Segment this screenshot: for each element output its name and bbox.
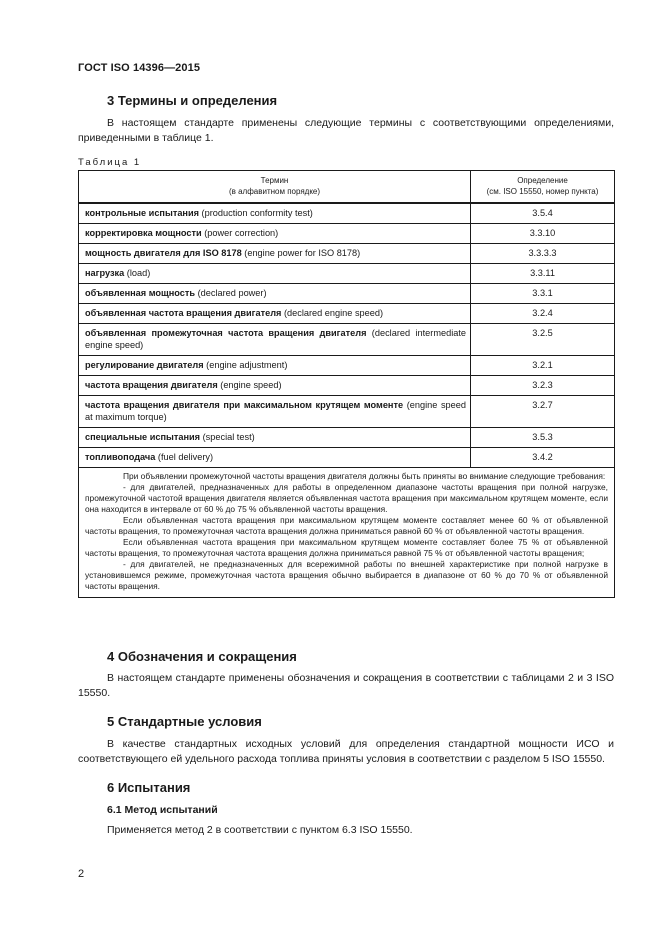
definition-cell: 3.2.4 [471,304,615,324]
term-cell [79,264,471,284]
section-6-1-paragraph: Применяется метод 2 в соответствии с пунктом 6.3 ISO 15550. [107,824,413,836]
term-english: (production conformity test) [199,208,313,218]
term-name: специальные испытания [85,432,201,442]
document-code: ГОСТ ISO 14396—2015 [78,62,201,74]
term-name: объявленная мощность [85,288,196,298]
header-term-line2: (в алфавитном порядке) [228,187,321,196]
term-cell [79,284,471,304]
table-row [79,356,615,376]
table-caption: Таблица 1 [78,157,142,168]
term-english: (engine adjustment) [203,360,288,370]
section-5-paragraph: В качестве стандартных исходных условий для определения стандартной мощности ИСО и соответствующего ей удельного расхода топлива приняты условия в соответствии с разделом 5 ISO 15550. [78,738,614,765]
table-row [79,396,615,428]
table-row [79,203,615,224]
table-header-row [79,171,615,204]
definition-cell: 3.5.4 [471,203,615,224]
table-row [79,284,615,304]
note-paragraph: - для двигателей, не предназначенных для всережимной работы по внешней характеристике при полной нагрузке в установившемся режиме, промежуточная частота вращения обычно выбирается в диапазоне от 60 % до 70 % от объявленной частоты вращения. [85,559,608,591]
term-cell [79,244,471,264]
note-paragraph: При объявлении промежуточной частоты вращения двигателя должны быть приняты во внимание следующие требования: [123,471,606,481]
terms-table [78,170,615,598]
note-paragraph: Если объявленная частота вращения при максимальном крутящем моменте составляет менее 60 % от объявленной частоты вращения, то промежуточная частота вращения должна приниматься равной 60 % от объявленной частоты вращения. [85,515,608,536]
definition-cell: 3.3.11 [471,264,615,284]
definition-cell: 3.3.3.3 [471,244,615,264]
definition-cell: 3.2.7 [471,396,615,428]
section-4-paragraph: В настоящем стандарте применены обозначения и сокращения в соответствии с таблицами 2 и 3 ISO 15550. [78,672,614,699]
section-5-title: 5 Стандартные условия [107,714,262,729]
table-row [79,264,615,284]
term-name: частота вращения двигателя [85,380,218,390]
table-note [79,468,615,598]
header-term-line1: Термин [260,176,289,185]
header-term [79,171,471,204]
header-definition [471,171,615,204]
definition-cell: 3.3.1 [471,284,615,304]
term-name: объявленная промежуточная частота вращения двигателя [85,328,367,338]
table-row [79,244,615,264]
note-paragraph: - для двигателей, предназначенных для работы в определенном диапазоне частоты вращения при полной нагрузке, промежуточной частотой вращения двигателя является объявленная частота вращения при максимальном крутящем моменте, если она находится в интервале от 60 % до 75 % объявленной частоты вращения. [85,482,608,514]
term-english: (engine power for ISO 8178) [241,248,361,258]
term-english: (load) [124,268,151,278]
definition-cell: 3.4.2 [471,448,615,468]
table-row [79,224,615,244]
term-cell [79,224,471,244]
term-name: контрольные испытания [85,208,199,218]
section-4-title: 4 Обозначения и сокращения [107,649,297,664]
term-name: регулирование двигателя [85,360,204,370]
term-english: (engine speed at maximum torque) [85,400,466,422]
term-cell [79,448,471,468]
definition-cell: 3.5.3 [471,428,615,448]
term-name: частота вращения двигателя при максимальном крутящем моменте [85,400,404,410]
term-name: топливоподача [85,452,156,462]
term-cell [79,356,471,376]
term-english: (engine speed) [217,380,282,390]
note-paragraph: Если объявленная частота вращения при максимальном крутящем моменте составляет более 75 % от объявленной частоты вращения, то промежуточная частота вращения должна приниматься равной 75 % от объявленной частоты вращения; [85,537,608,558]
term-cell [79,396,471,428]
definition-cell: 3.3.10 [471,224,615,244]
term-cell [79,324,471,356]
term-cell [79,428,471,448]
page-number: 2 [78,868,85,880]
table-row [79,428,615,448]
term-english: (power correction) [201,228,279,238]
table-row [79,376,615,396]
table-body [79,203,615,598]
section-6-title: 6 Испытания [107,780,191,795]
term-name: нагрузка [85,268,125,278]
table-row [79,448,615,468]
term-cell [79,304,471,324]
term-english: (declared power) [195,288,267,298]
definition-cell: 3.2.3 [471,376,615,396]
definition-cell: 3.2.1 [471,356,615,376]
term-name: корректировка мощности [85,228,202,238]
term-english: (fuel delivery) [155,452,214,462]
table-row [79,324,615,356]
definition-cell: 3.2.5 [471,324,615,356]
term-cell [79,376,471,396]
table-row [79,304,615,324]
subsection-6-1-title: 6.1 Метод испытаний [107,804,218,816]
term-english: (declared intermediate engine speed) [85,328,467,350]
header-def-line1: Определение [517,176,568,185]
term-english: (declared engine speed) [281,308,384,318]
term-name: объявленная частота вращения двигателя [85,308,282,318]
section-3-title: 3 Термины и определения [107,93,278,108]
term-english: (special test) [200,432,255,442]
section-3-paragraph: В настоящем стандарте применены следующие термины с соответствующими определениями, приведенными в таблице 1. [78,117,614,144]
header-def-line2: (см. ISO 15550, номер пункта) [486,187,599,196]
term-cell [79,203,471,224]
table-note-row [79,468,615,598]
term-name: мощность двигателя для ISO 8178 [85,248,242,258]
